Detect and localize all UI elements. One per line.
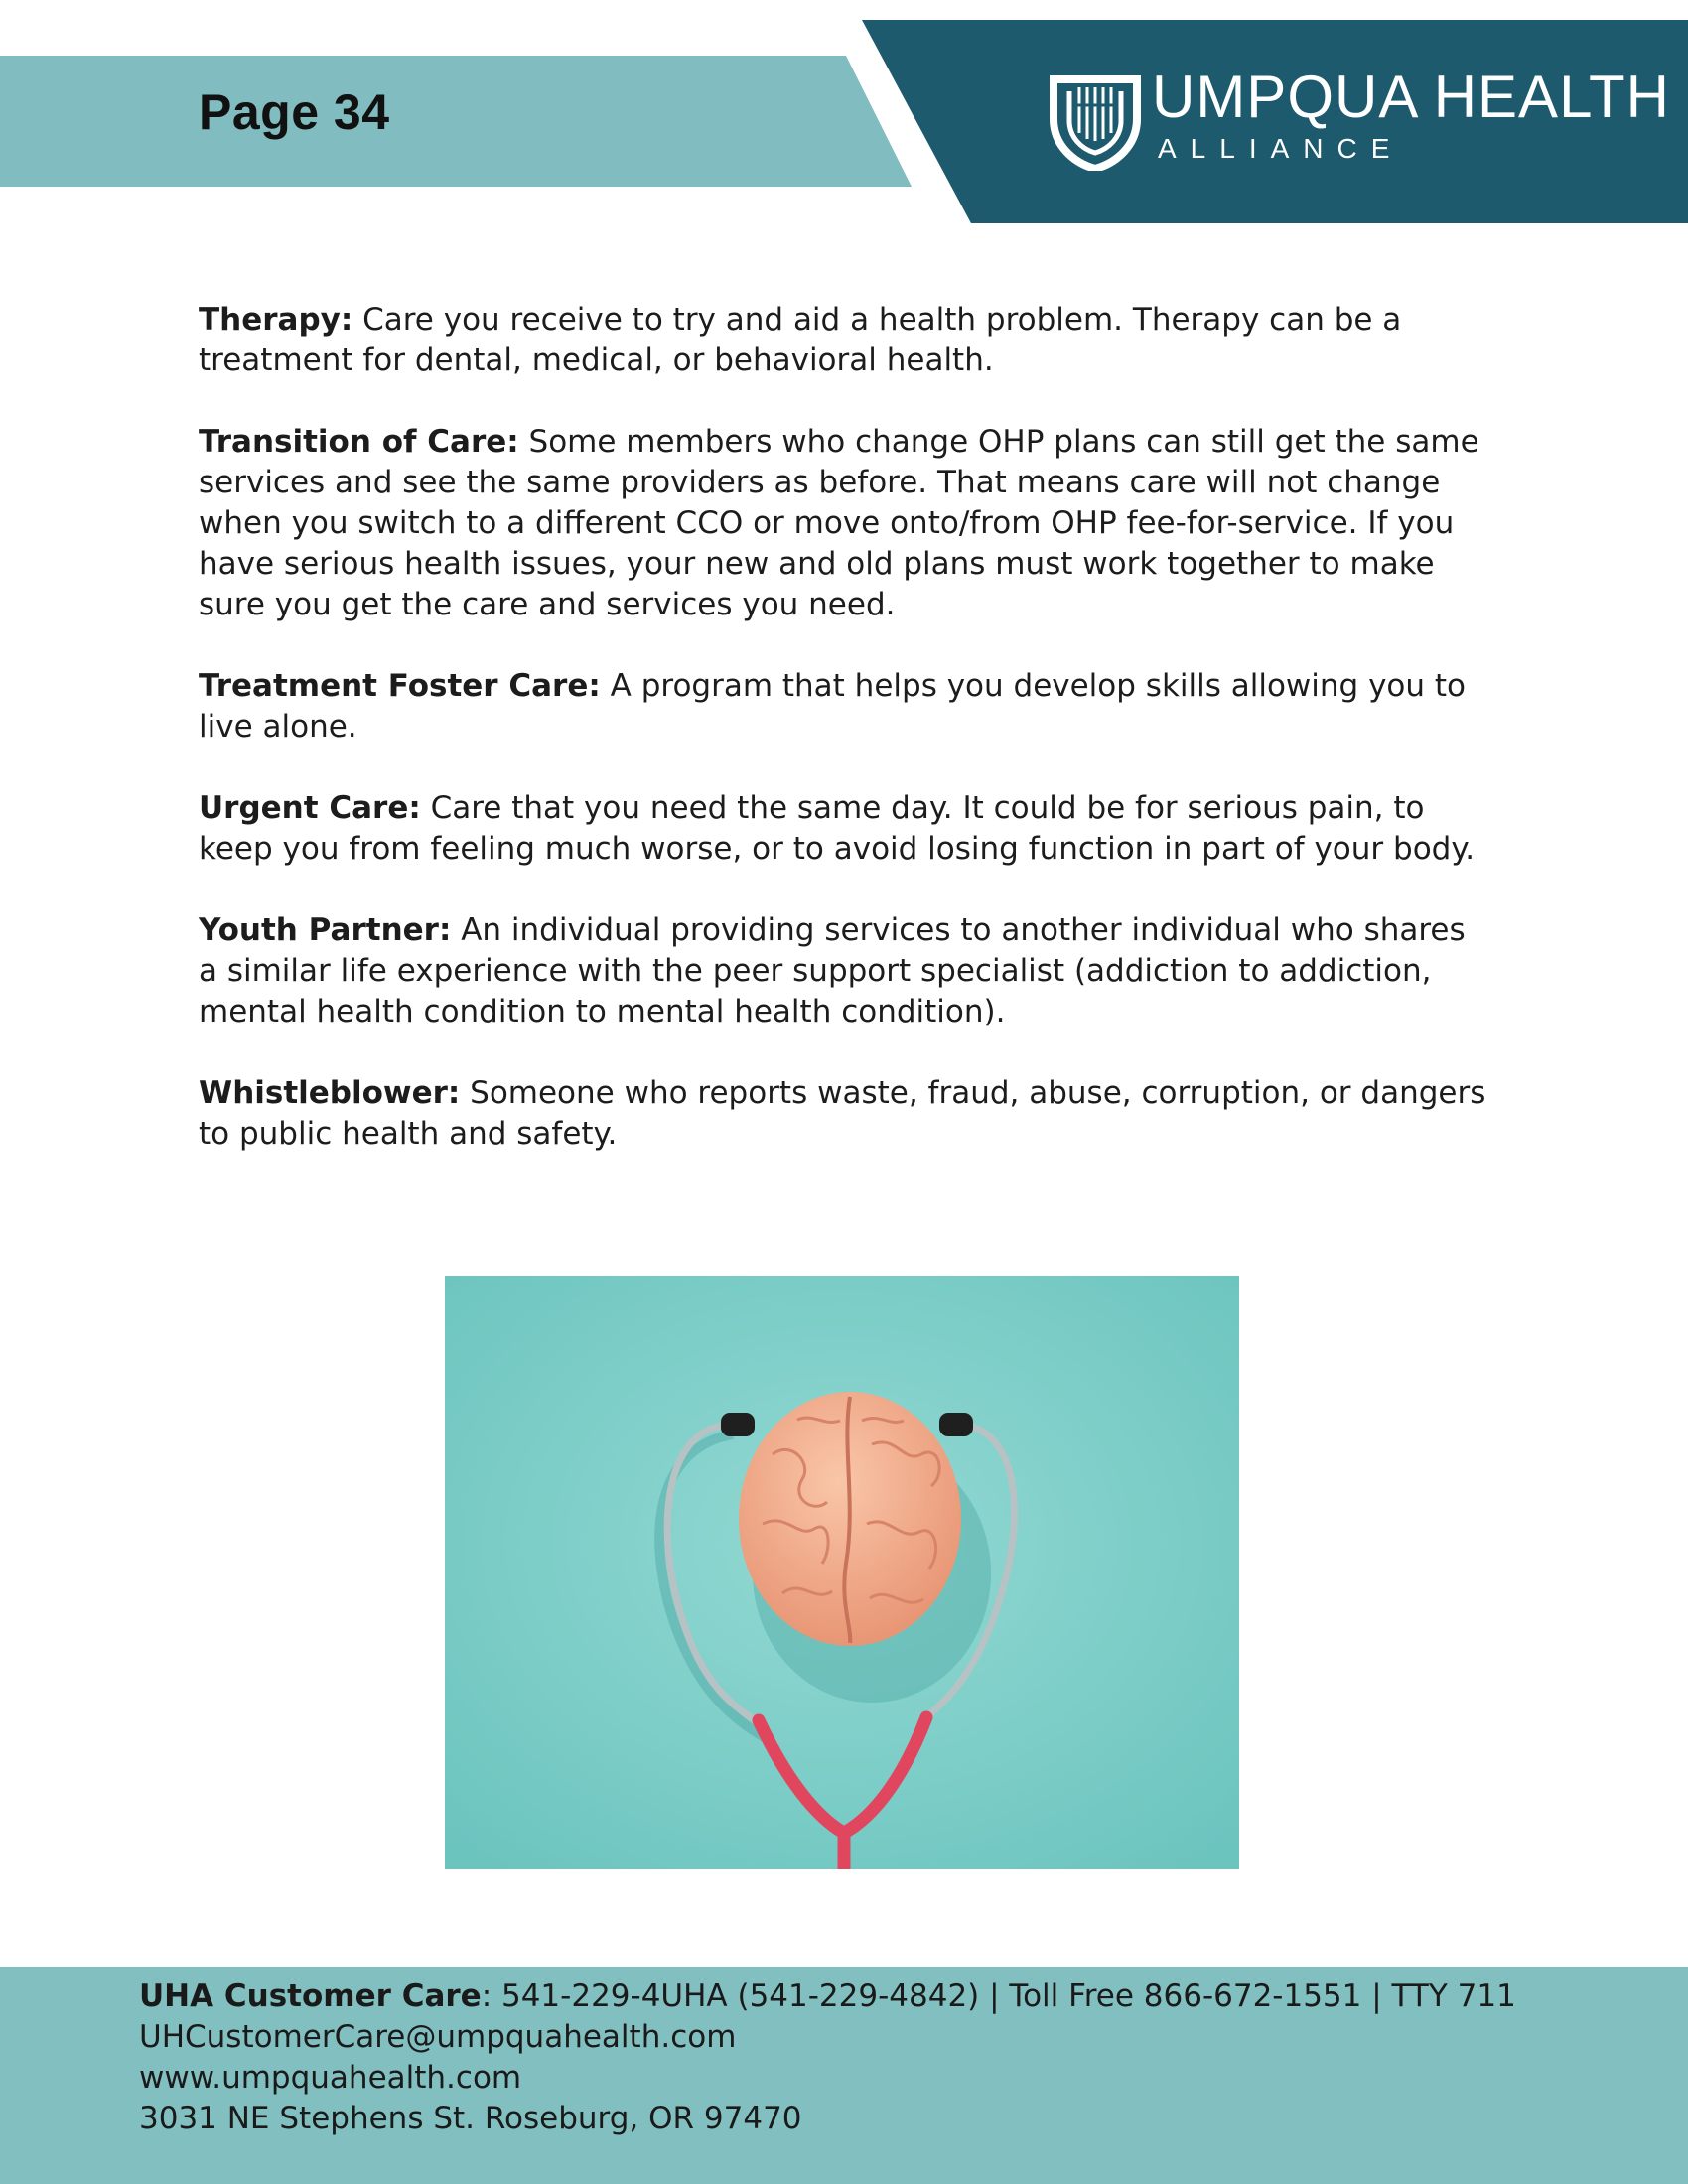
footer-care-line <box>139 1977 1516 2017</box>
header-light-band <box>0 56 912 187</box>
glossary-term: Urgent Care: <box>199 790 421 826</box>
glossary-term: Transition of Care: <box>199 424 519 460</box>
footer-address: 3031 NE Stephens St. Roseburg, OR 97470 <box>139 2101 802 2136</box>
footer-care-phones: : 541-229-4UHA (541-229-4842) | Toll Free 866-672-1551 | TTY 711 <box>481 1979 1516 2014</box>
glossary-entry-therapy <box>199 300 1489 381</box>
glossary-entry-whistleblower <box>199 1073 1489 1155</box>
brand-name: UMPQUA HEALTH <box>1152 64 1670 130</box>
page-footer <box>0 1967 1688 2184</box>
glossary-entry-transition-of-care <box>199 422 1489 625</box>
glossary-definition: Someone who reports waste, fraud, abuse, corruption, or dangers to public health and safety. <box>199 1075 1486 1152</box>
glossary-definition: Care that you need the same day. It could be for serious pain, to keep you from feeling much worse, or to avoid losing function in part of your body. <box>199 790 1476 867</box>
footer-contact-block <box>139 1977 1516 2139</box>
brain-stethoscope-photo <box>445 1276 1239 1869</box>
glossary-term: Treatment Foster Care: <box>199 668 601 704</box>
glossary-definition: Care you receive to try and aid a health problem. Therapy can be a treatment for dental, medical, or behavioral health. <box>199 302 1402 378</box>
glossary-entry-treatment-foster-care <box>199 666 1489 748</box>
glossary-term: Whistleblower: <box>199 1075 461 1111</box>
earpiece-left <box>721 1413 755 1436</box>
glossary-definition: A program that helps you develop skills allowing you to live alone. <box>199 668 1467 745</box>
footer-care-label: UHA Customer Care <box>139 1979 482 2014</box>
glossary-term: Youth Partner: <box>199 912 452 948</box>
glossary-definition: Some members who change OHP plans can still get the same services and see the same providers as before. That means care will not change when you switch to a different CCO or move onto/from OHP fee-for-service. If you have serious health issues, your new and old plans must work together to make sure you get the care and services you need. <box>199 424 1479 622</box>
glossary-entry-urgent-care <box>199 788 1489 870</box>
umpqua-shield-logo-icon <box>1048 75 1143 171</box>
footer-email[interactable]: UHCustomerCare@umpquahealth.com <box>139 2019 737 2055</box>
glossary-definition: An individual providing services to another individual who shares a similar life experience with the peer support specialist (addiction to addiction, mental health condition to mental health condition). <box>199 912 1466 1029</box>
glossary-term: Therapy: <box>199 302 353 338</box>
glossary-entry-youth-partner <box>199 910 1489 1032</box>
glossary-content <box>199 300 1489 1195</box>
page-header <box>0 0 1688 228</box>
earpiece-right <box>939 1413 973 1436</box>
footer-website[interactable]: www.umpquahealth.com <box>139 2060 522 2096</box>
brand-subtitle: ALLIANCE <box>1158 133 1404 164</box>
page-number: Page 34 <box>199 84 390 140</box>
